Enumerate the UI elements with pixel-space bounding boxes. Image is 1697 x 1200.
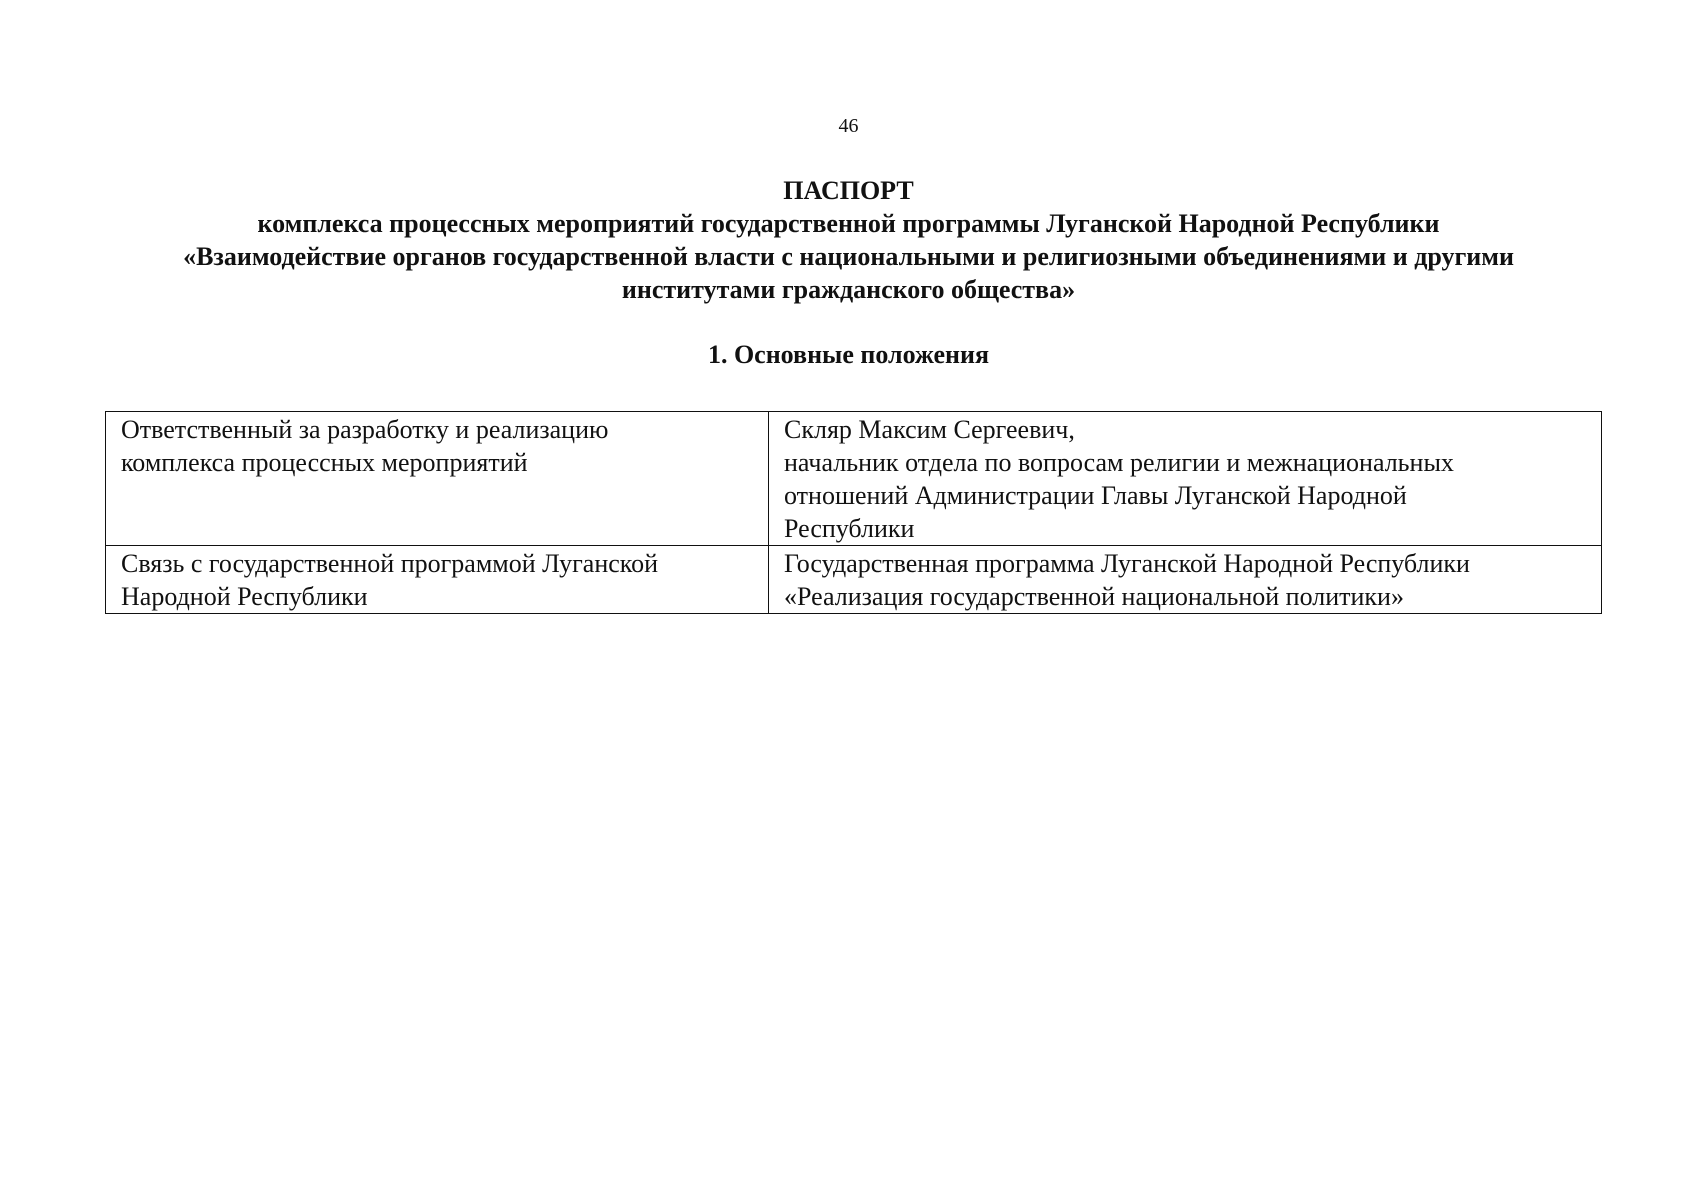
cell-text-line: Скляр Максим Сергеевич,: [784, 415, 1075, 444]
table-cell-label: [106, 412, 769, 546]
cell-text-line: Государственная программа Луганской Народной Республики: [784, 549, 1470, 578]
cell-text-line: Ответственный за разработку и реализацию: [121, 415, 609, 444]
title-line-1: ПАСПОРТ: [783, 176, 914, 205]
title-line-3: «Взаимодействие органов государственной власти с национальными и религиозными объединениями и другими: [183, 242, 1514, 271]
cell-text-line: отношений Администрации Главы Луганской Народной: [784, 481, 1407, 510]
cell-text-line: комплекса процессных мероприятий: [121, 448, 528, 477]
page-number: 46: [838, 115, 859, 137]
cell-text-line: Народной Республики: [121, 582, 368, 611]
cell-text-line: «Реализация государственной национальной политики»: [784, 582, 1404, 611]
table-row: [106, 546, 1602, 614]
title-line-2: комплекса процессных мероприятий государственной программы Луганской Народной Республики: [257, 209, 1440, 238]
cell-text-line: Связь с государственной программой Луганской: [121, 549, 659, 578]
cell-text-line: Республики: [784, 514, 915, 543]
title-line-4: институтами гражданского общества»: [621, 275, 1076, 304]
table-row: [106, 412, 1602, 546]
section-heading: 1. Основные положения: [707, 340, 990, 369]
table-cell-value: [769, 546, 1602, 614]
main-provisions-table: [105, 411, 1602, 614]
table-cell-value: [769, 412, 1602, 546]
document-title: [100, 174, 1597, 306]
table-cell-label: [106, 546, 769, 614]
cell-text-line: начальник отдела по вопросам религии и межнациональных: [784, 448, 1454, 477]
